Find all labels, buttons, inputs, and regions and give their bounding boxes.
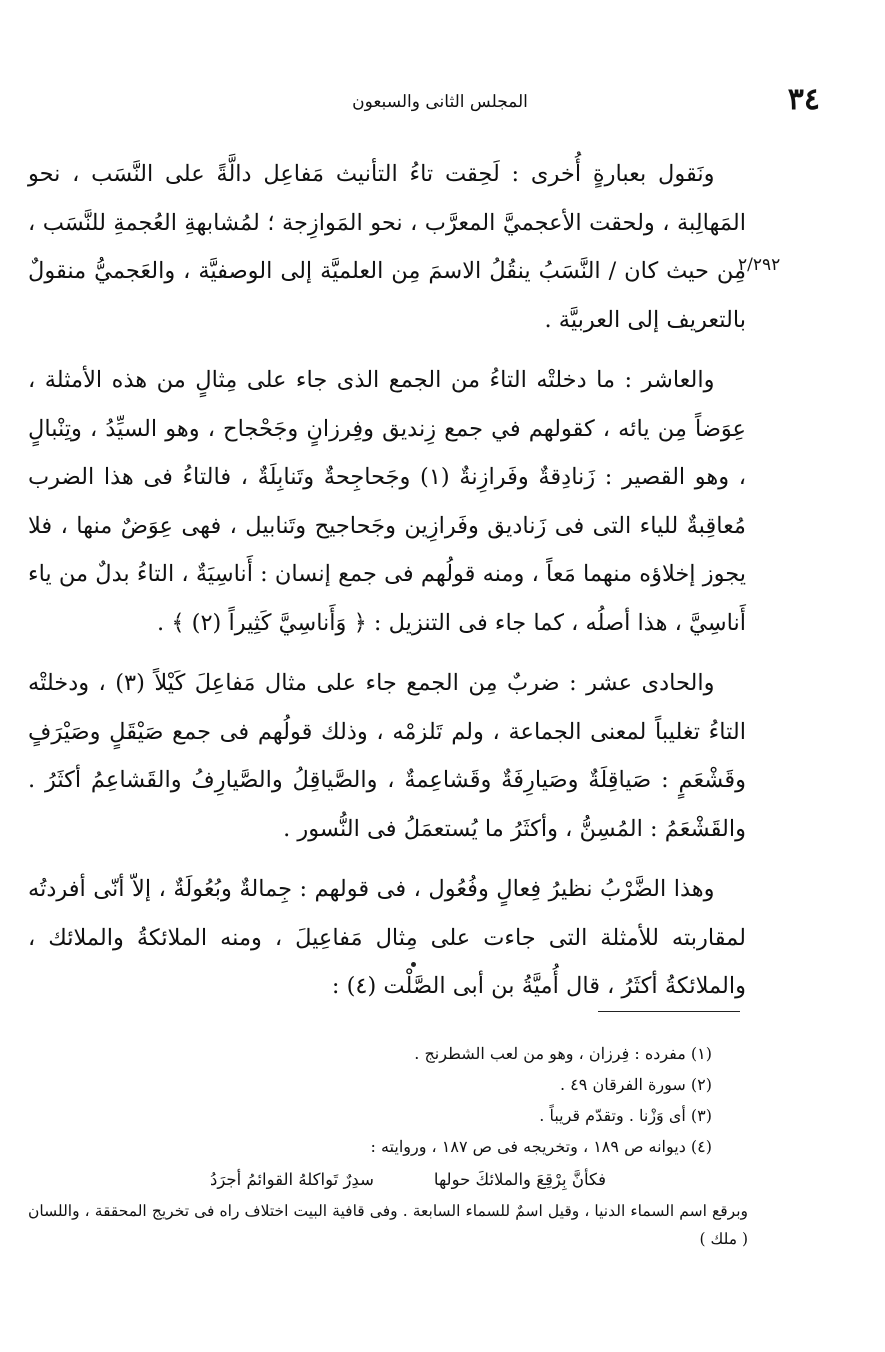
running-title: المجلس الثانى والسبعون xyxy=(352,92,528,112)
footnote-1: (١) مفرده : فِرزان ، وهو من لعب الشطرنج . xyxy=(414,1044,712,1063)
poem-second-hemistich: سدِرٌ تَواكلهُ القوائمُ أجرَدُ xyxy=(209,1170,374,1189)
page-number: ٣٤ xyxy=(787,82,820,117)
paragraph-4: وهذا الضَّرْبُ نظيرُ فِعالٍ وفُعُول ، فى قولهم : جِمالةٌ وبُعُولَةٌ ، إلاّ أنّى أفردتُه لمقاربته للأمثلة التى جاءت على مِثال مَفاعِيلَ ، ومنه الملائكةُ والملائك ، والملائكةُ أكثَرُ ، قال أُميَّةُ بن أبى الصَّلْت (٤) : xyxy=(28,876,746,999)
footnote-separator xyxy=(598,1011,740,1012)
paragraph-1: ونَقول بعبارةٍ أُخرى : لَحِقت تاءُ التأنيث مَفاعِل دالَّةً على النَّسَب ، نحو المَهالِبة ، ولحقت الأعجميَّ المعرَّب ، نحو المَوازِجة ؛ لمُشابهةِ العُجمةِ للنَّسَب ، مِن حيث كان / النَّسَبُ ينقُلُ الاسمَ مِن العلميَّة إلى الوصفيَّة ، والعَجميُّ منقولٌ بالتعريف إلى العربيَّة . xyxy=(28,161,746,333)
footnote-4: (٤) ديوانه ص ١٨٩ ، وتخريجه فى ص ١٨٧ ، وروايته : xyxy=(370,1137,712,1156)
poem-first-hemistich: فكأنَّ بِرْقِعَ والملائكَ حولها xyxy=(433,1170,607,1189)
margin-page-reference: ٢/٢٩٢ xyxy=(738,255,781,275)
paragraph-3: والحادى عشر : ضربٌ مِن الجمع جاء على مثال مَفاعِلَ كَيْلاً (٣) ، ودخلتْه التاءُ تغليباً لمعنى الجماعة ، ولم تَلزمْه ، وذلك قولُهم فى جمع صَيْقَلٍ وصَيْرَفٍ وقَشْعَمٍ : صَياقِلَةٌ وصَيارِفَةٌ وقَشاعِمةٌ ، والصَّياقِلُ والصَّيارِفُ والقَشاعِمُ أكثَرُ . والقَشْعَمُ : المُسِنُّ ، وأكثَرُ ما يُستعمَلُ فى النُّسور . xyxy=(28,670,746,842)
main-text xyxy=(28,150,746,1023)
page-header xyxy=(60,82,820,122)
footnote-note: وبرقع اسم السماء الدنيا ، وقيل اسمٌ للسماء السابعة . وفى قافية البيت اختلاف راه فى تخريج المحققة ، واللسان ( ملك ) xyxy=(28,1202,748,1248)
footnote-2: (٢) سورة الفرقان ٤٩ . xyxy=(560,1075,712,1094)
paragraph-2: والعاشر : ما دخلتْه التاءُ من الجمع الذى جاء على مِثالٍ من هذه الأمثلة ، عِوَضاً مِن يائه ، كقولهم في جمع زِنديق وفِرزانٍ وجَحْجاح ، وهو السيِّدُ ، وتِنْبالٍ ، وهو القصير : زَنادِقةٌ وفَرازِنةٌ (١) وجَحاجِحةٌ وتَنابِلَةٌ ، فالتاءُ فى هذا الضرب مُعاقِبةٌ للياء التى فى زَناديق وفَرازِين وجَحاجيح وتَنابيل ، فهى عِوَضٌ منها ، فلا يجوز إخلاؤه منهما مَعاً ، ومنه قولُهم فى جمع إنسان : أَناسِيَةٌ ، التاءُ بدلٌ من ياء أَناسِيَّ ، هذا أصلُه ، كما جاء فى التنزيل : ﴿ وَأَناسِيَّ كَثِيراً (٢) ﴾ . xyxy=(28,367,747,636)
footnotes xyxy=(28,1038,748,1253)
footnote-3: (٣) أى وَزْنا . وتقدّم قريباً . xyxy=(539,1106,712,1125)
ink-dot xyxy=(411,962,416,967)
poem-verse xyxy=(28,1164,748,1195)
